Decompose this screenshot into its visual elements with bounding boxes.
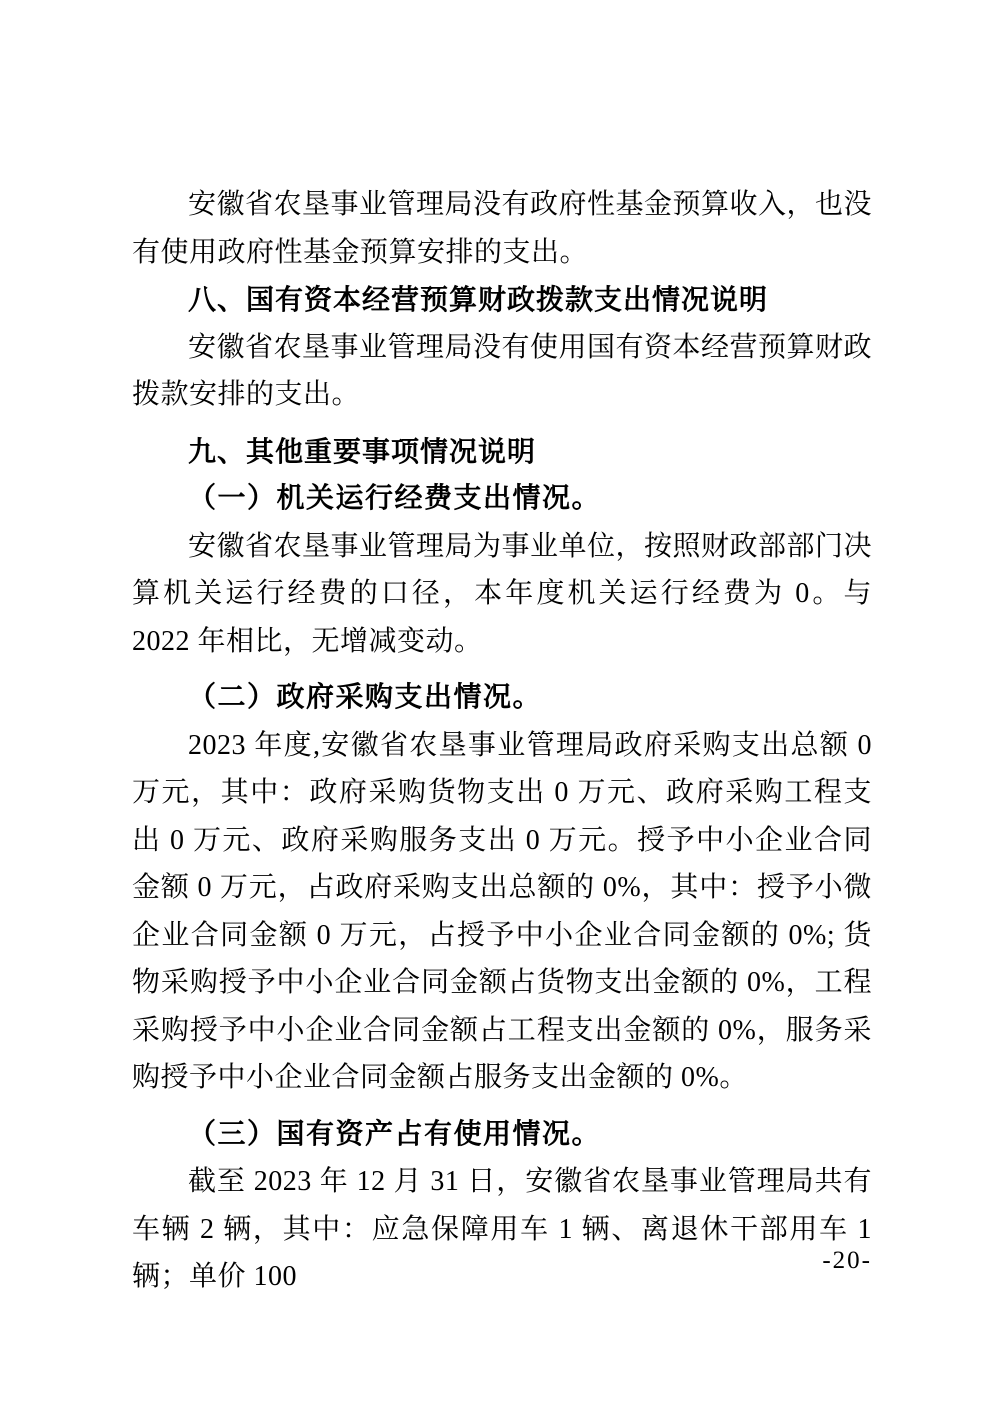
subheading-9-2-procurement: （二）政府采购支出情况。 [188, 682, 543, 713]
para-operating-expense: 安徽省农垦事业管理局为事业单位，按照财政部部门决算机关运行经费的口径，本年度机关运行经费为 0。与 2022 年相比，无增减变动。 [132, 530, 873, 657]
para-state-assets-vehicles: 截至 2023 年 12 月 31 日，安徽省农垦事业管理局共有车辆 2 辆，其中：应急保障用车 1 辆、离退休干部用车 1 辆；单价 100 [132, 1166, 872, 1292]
subheading-9-1-operating-expense: （一）机关运行经费支出情况。 [188, 483, 602, 514]
para-procurement: 2023 年度,安徽省农垦事业管理局政府采购支出总额 0 万元，其中：政府采购货物支出 0 万元、政府采购工程支出 0 万元、政府采购服务支出 0 万元。授予中小企业合同金额 0 万元，占政府采购支出总额的 0%，其中：授予小微企业合同金额 0 万元，占授予中小企业合同金额的 0%; 货物采购授予中小企业合同金额占货物支出金额的 0%，工程采购授予中小企业合同金额占工程支出金额的 0%，服务采购授予中小企业合同金额占服务支出金额的 0%。 [132, 729, 872, 1093]
para-state-capital-budget: 安徽省农垦事业管理局没有使用国有资本经营预算财政拨款安排的支出。 [132, 331, 873, 410]
page-number: -20- [822, 1247, 872, 1274]
para-gov-fund-budget: 安徽省农垦事业管理局没有政府性基金预算收入，也没有使用政府性基金预算安排的支出。 [132, 189, 873, 268]
subheading-9-3-state-assets: （三）国有资产占有使用情况。 [188, 1118, 602, 1150]
heading-section-8: 八、国有资本经营预算财政拨款支出情况说明 [188, 284, 769, 315]
heading-section-9: 九、其他重要事项情况说明 [188, 435, 537, 467]
document-body [132, 181, 872, 1301]
